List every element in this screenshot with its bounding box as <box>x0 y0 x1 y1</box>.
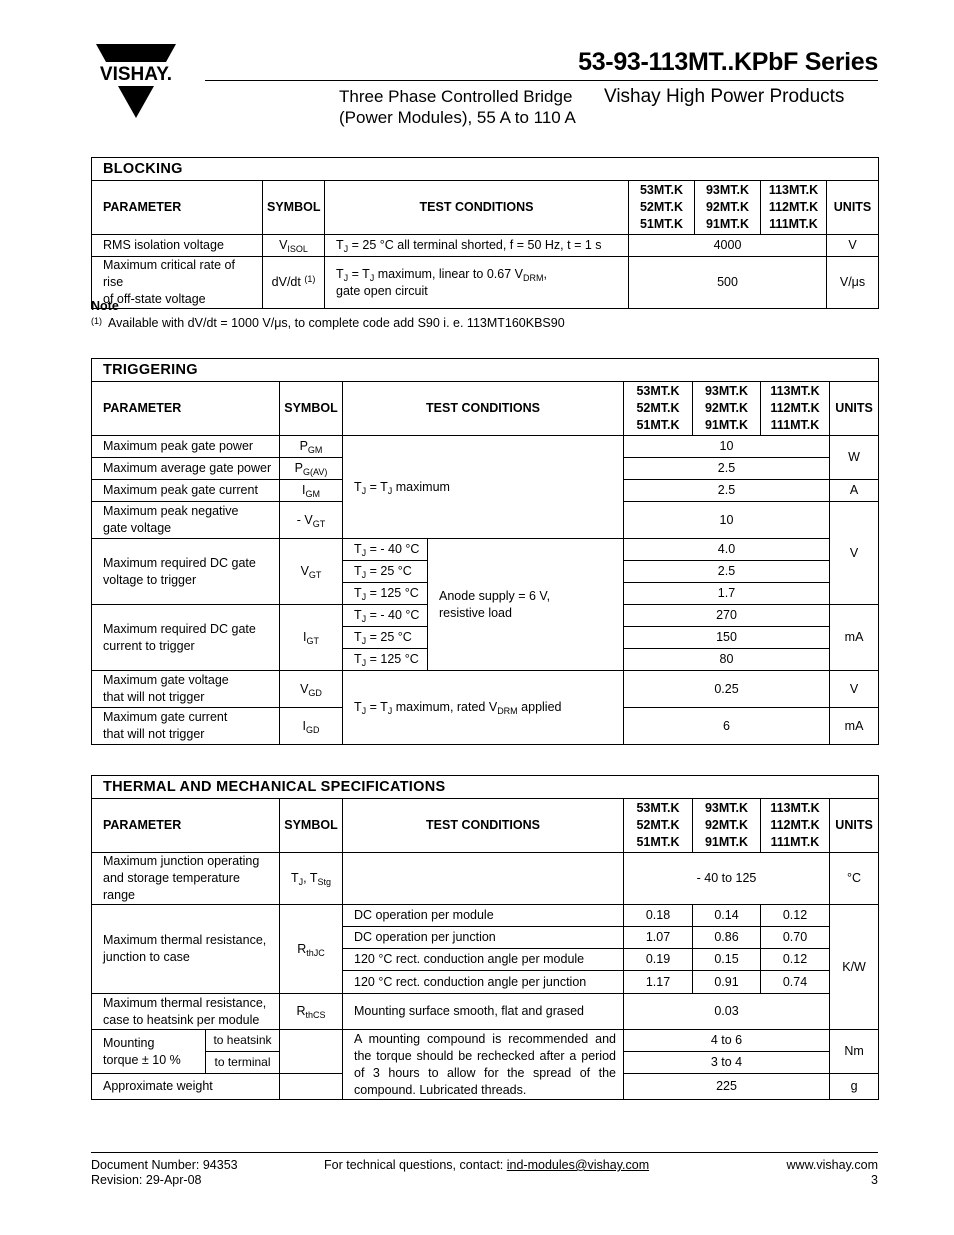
col-model-b: 93MT.K 92MT.K 91MT.K <box>695 181 761 235</box>
table-row: Maximum junction operating and storage temperature range $T_J$, $T_{Stg}$ - 40 to 125 °C <box>92 853 879 905</box>
table-row: Maximum peak gate power $P_{GM}$ $T_J = T_J$ maximum 10 W <box>92 436 879 458</box>
table-row: Maximum thermal resistance, junction to case $R_{thJC}$ DC operation per module 0.18 0.14 0.12 K/W <box>92 905 879 927</box>
table-row: Maximum gate current that will not trigger $I_{GD}$ 6 mA <box>92 708 879 745</box>
table-row: Maximum peak negative gate voltage - $V_{GT}$ 10 V <box>92 502 879 539</box>
table-row: $T_J = 25$ °C 150 <box>92 627 879 649</box>
table-row: Maximum average gate power $P_{G(AV)}$ 2.5 <box>92 458 879 480</box>
table-row: Maximum peak gate current $I_{GM}$ 2.5 A <box>92 480 879 502</box>
document-info <box>91 1158 238 1188</box>
col-parameter: PARAMETER <box>92 181 263 235</box>
contact-line: For technical questions, contact: ind-modules@vishay.com <box>324 1158 650 1172</box>
table-row: Maximum critical rate of rise of off-state voltage dV/dt $^{(1)}$ $T_J = T_J$ maximum, linear to 0.67 $V_{DRM}$, gate open circuit 500 V/μs <box>92 257 879 309</box>
email-link[interactable]: ind-modules@vishay.com <box>506 1158 650 1172</box>
vishay-logo <box>88 42 184 120</box>
triggering-table: TRIGGERING PARAMETER SYMBOL TEST CONDITIONS 53MT.K 52MT.K 51MT.K 93MT.K 92MT.K 91MT.K 113MT.K 112MT.K 111MT.K UNITS Maximum peak gate power $P_{GM}$ $T_J = T_J$ maximum 10 W Maximum average gate power $P_{G(AV)}$ 2.5 Maximum peak gate current $I_{GM}$ 2.5 A Maximum peak negative gate voltage - $V_{GT}$ 10 V Maximum required DC gate voltage to trigger $V_{GT}$ $T_J$ = - 40 °C Anode supply = 6 V, resistive load 4.0 $T_J = 25$ °C 2.5 $T_J = 125$ °C 1.7 Maximum required DC gate current to trigger $I_{GT}$ $T_J$ = - 40 °C 270 mA $T_J = 25$ °C 150 $T_J = 125$ °C 80 Maximum gate voltage that will not trigger $V_{GD}$ $T_J = T_J$ maximum, rated $V_{DRM}$ applied 0.25 V Maximum gate current that will not trigger $I_{GD}$ 6 mA <box>91 358 879 745</box>
table-row: $T_J = 125$ °C 80 <box>92 649 879 671</box>
header-rule <box>205 80 878 81</box>
thermal-title: THERMAL AND MECHANICAL SPECIFICATIONS <box>92 776 879 799</box>
page-number: 3 <box>871 1173 878 1187</box>
table-row: Maximum gate voltage that will not trigger $V_{GD}$ $T_J = T_J$ maximum, rated $V_{DRM}$ applied 0.25 V <box>92 671 879 708</box>
table-row: DC operation per junction 1.07 0.86 0.70 <box>92 927 879 949</box>
logo-text: VISHAY. <box>99 64 173 85</box>
subtitle-line2: (Power Modules), 55 A to 110 A <box>339 108 576 127</box>
col-model-a: 53MT.K 52MT.K 51MT.K <box>629 181 695 235</box>
table-row: $T_J = 125$ °C 1.7 <box>92 583 879 605</box>
table-row: RMS isolation voltage $V_{ISOL}$ $T_J = 25$ °C all terminal shorted, f = 50 Hz, t = 1 s 4000 V <box>92 235 879 257</box>
col-model-c: 113MT.K 112MT.K 111MT.K <box>761 181 827 235</box>
blocking-table <box>91 157 879 309</box>
site-info <box>787 1158 878 1188</box>
footer-rule <box>91 1152 878 1153</box>
col-symbol: SYMBOL <box>263 181 325 235</box>
table-row: Maximum thermal resistance, case to heatsink per module $R_{thCS}$ Mounting surface smooth, flat and grased 0.03 <box>92 994 879 1030</box>
note-text: $^{(1)}$ Available with dV/dt = 1000 V/μs, to complete code add S90 i. e. 113MT160KBS90 <box>91 316 565 330</box>
triggering-title: TRIGGERING <box>92 359 879 382</box>
col-units: UNITS <box>827 181 879 235</box>
table-row: to terminal 3 to 4 <box>92 1052 879 1074</box>
revision: Revision: 29-Apr-08 <box>91 1173 202 1187</box>
col-test-conditions: TEST CONDITIONS <box>325 181 629 235</box>
document-number: Document Number: 94353 <box>91 1158 238 1172</box>
table-row: $T_J = 25$ °C 2.5 <box>92 561 879 583</box>
brand-name: Vishay High Power Products <box>604 86 845 107</box>
series-title: 53-93-113MT..KPbF Series <box>578 48 878 76</box>
table-row: 120 °C rect. conduction angle per module 0.19 0.15 0.12 <box>92 949 879 971</box>
table-row: Maximum required DC gate voltage to trigger $V_{GT}$ $T_J$ = - 40 °C Anode supply = 6 V, resistive load 4.0 <box>92 539 879 561</box>
subtitle-line1: Three Phase Controlled Bridge <box>339 87 573 106</box>
table-row: Maximum required DC gate current to trigger $I_{GT}$ $T_J$ = - 40 °C 270 mA <box>92 605 879 627</box>
table-row: 120 °C rect. conduction angle per junction 1.17 0.91 0.74 <box>92 971 879 994</box>
table-row: Mounting torque ± 10 % to heatsink A mounting compound is recommended and the torque should be rechecked after a period of 3 hours to allow for the spread of the compound. Lubricated threads. 4 to 6 Nm <box>92 1030 879 1052</box>
blocking-title: BLOCKING <box>92 158 879 181</box>
product-subtitle <box>339 86 576 128</box>
website: www.vishay.com <box>786 1158 878 1172</box>
table-row: Approximate weight 225 g <box>92 1074 879 1100</box>
thermal-table: THERMAL AND MECHANICAL SPECIFICATIONS PARAMETER SYMBOL TEST CONDITIONS 53MT.K 52MT.K 51MT.K 93MT.K 92MT.K 91MT.K 113MT.K 112MT.K 111MT.K UNITS Maximum junction operating and storage temperature range $T_J$, $T_{Stg}$ - 40 to 125 °C Maximum thermal resistance, junction to case $R_{thJC}$ DC operation per module 0.18 0.14 0.12 K/W DC operation per junction 1.07 0.86 0.70 120 °C rect. conduction angle per module 0.19 0.15 0.12 120 °C rect. conduction angle per junction 1.17 0.91 0.74 Maximum thermal resistance, case to heatsink per module $R_{thCS}$ Mounting surface smooth, flat and grased 0.03 Mounting torque ± 10 % to heatsink A mounting compound is recommended and the torque should be rechecked after a period of 3 hours to allow for the spread of the compound. Lubricated threads. 4 to 6 Nm to terminal 3 to 4 Approximate weight 225 g <box>91 775 879 1100</box>
note-label: Note <box>91 299 119 313</box>
